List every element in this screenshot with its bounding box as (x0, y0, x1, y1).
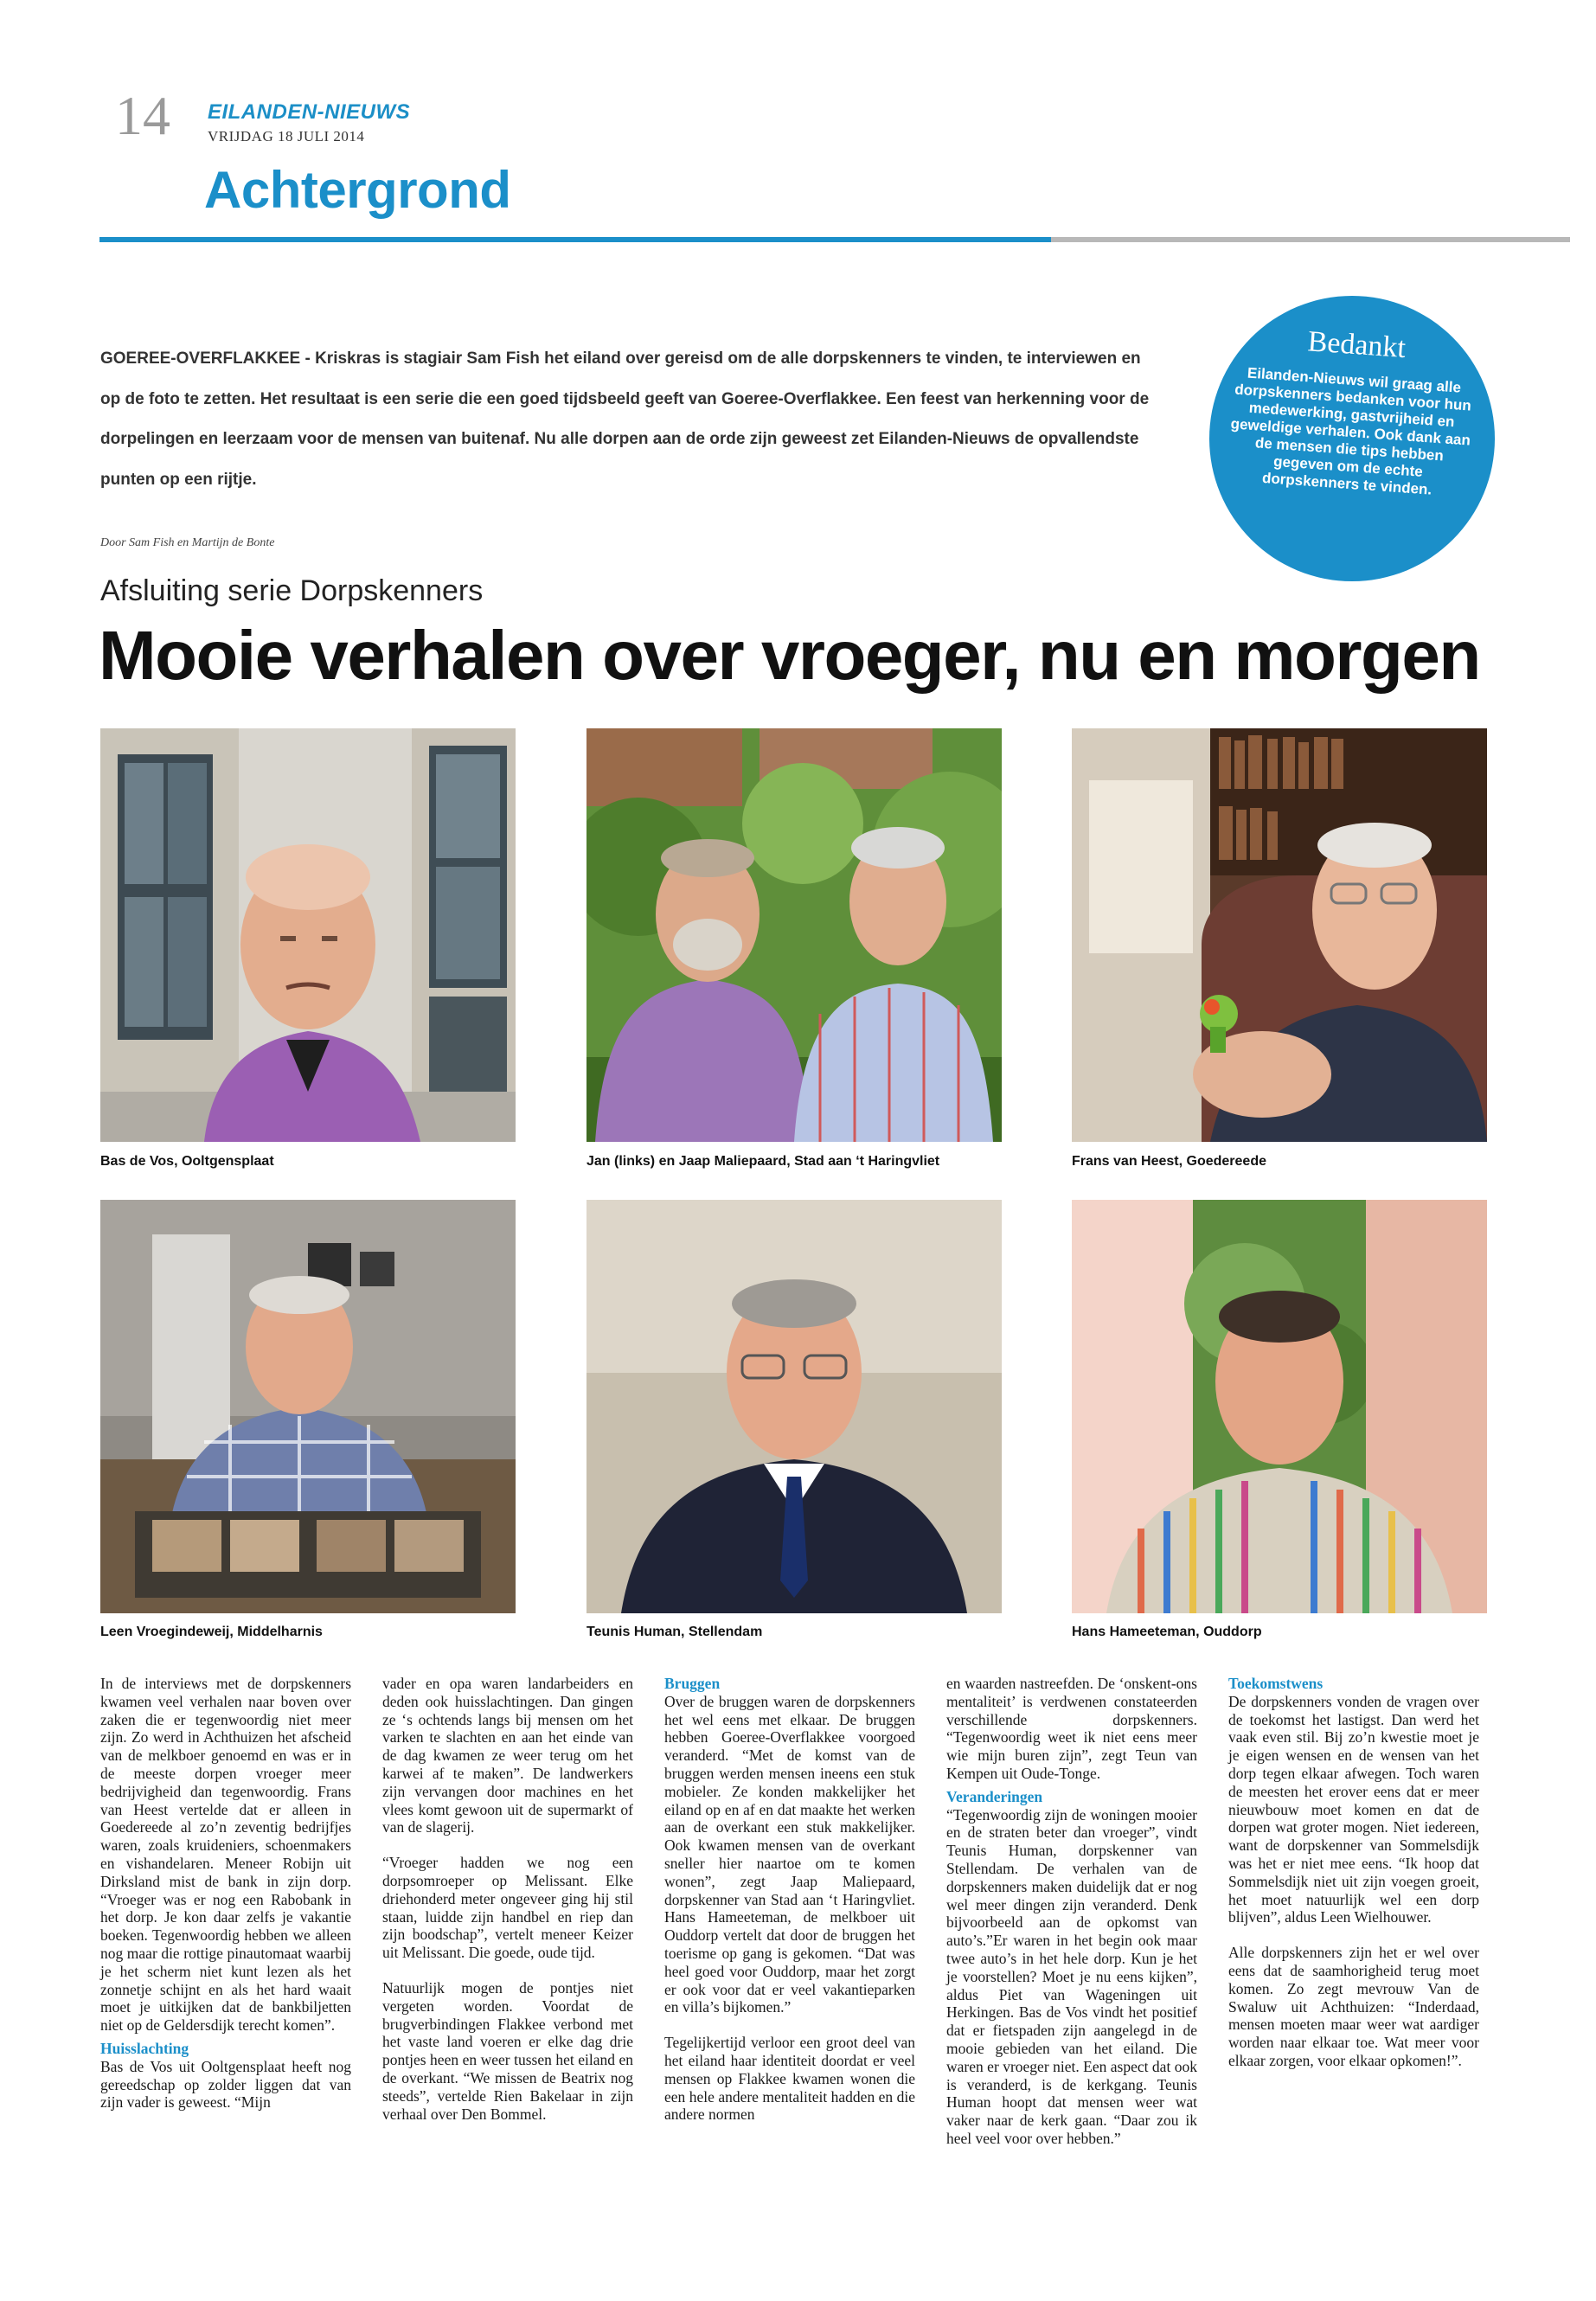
byline: Door Sam Fish en Martijn de Bonte (100, 536, 275, 549)
photo-teunis-human (586, 1200, 1002, 1613)
section-title: Achtergrond (204, 161, 511, 219)
body-paragraph: Bas de Vos uit Ooltgensplaat heeft nog gereedschap op zolder liggen dat van zijn vader is geweest. “Mijn (100, 2057, 351, 2112)
subheading: Toekomstwens (1228, 1675, 1324, 1692)
body-paragraph: en waarden nastreefden. De ‘onskent-ons mentaliteit’ is verdwenen constateerden verschillende dorpskenners. “Tegenwoordig weet ik niet eens meer wie mijn buren zijn”, zegt Teun van Kempen uit Oude-Tonge. (946, 1675, 1197, 1782)
photo-caption: Jan (links) en Jaap Maliepaard, Stad aan ‘t Haringvliet (586, 1154, 940, 1169)
article-kicker: Afsluiting serie Dorpskenners (100, 574, 484, 607)
photo-caption: Frans van Heest, Goedereede (1072, 1154, 1266, 1169)
body-paragraph: Tegelijkertijd verloor een groot deel van het eiland haar identiteit doordat er veel mensen op Flakkee kwamen wonen die een hele andere mentaliteit hadden en die andere normen (664, 2034, 915, 2124)
article-column-1 (100, 1675, 351, 2112)
photo-caption: Hans Hameeteman, Ouddorp (1072, 1625, 1262, 1639)
subheading: Bruggen (664, 1675, 721, 1692)
photo-caption: Leen Vroegindeweij, Middelharnis (100, 1625, 323, 1639)
body-paragraph: Over de bruggen waren de dorpskenners het wel eens met elkaar. De bruggen hebben Goeree-Overflakkee voorgoed veranderd. “Met de komst van de bruggen werden mensen ineens een stuk mobieler. Ze konden makkelijker het eiland op en af en dat maakte het werken aan de overkant een stuk makkelijker. Ook kwamen mensen van de overkant sneller hier naartoe om te komen wonen”, zegt Jaap Maliepaard, dorpskenner van Stad aan ‘t Haringvliet. Hans Hameeteman, de melkboer uit Ouddorp vertelt dat door de bruggen het toerisme op gang is gekomen. “Dat was heel goed voor Ouddorp, maar het zorgt er ook voor dat er veel vakantieparken en villa’s bijkomen.” (664, 1692, 915, 2016)
intro-paragraph: GOEREE-OVERFLAKKEE - Kriskras is stagiair Sam Fish het eiland over gereisd om de alle dorpskenners te vinden, te interviewen en op de foto te zetten. Het resultaat is een serie die een goed tijdsbeeld geeft van Goeree-Overflakkee. Een feest van herkenning voor de dorpelingen en leerzaam voor de mensen van buitenaf. Nu alle dorpen aan de orde zijn geweest zet Eilanden-Nieuws de opvallendste punten op een rijtje. (100, 349, 1150, 489)
photo-hans-hameeteman (1072, 1200, 1487, 1613)
article-headline: Mooie verhalen over vroeger, nu en morgen (99, 617, 1480, 694)
masthead-logo: EILANDEN-NIEUWS (208, 100, 411, 124)
photo-bas-de-vos (100, 728, 516, 1142)
subheading: Veranderingen (946, 1787, 1043, 1805)
subheading: Huisslachting (100, 2039, 189, 2057)
bedankt-body: Eilanden-Nieuws wil graag alle dorpskenners bedanken voor hun medewerking, gastvrijheid en geweldige verhalen. Ook dank aan de mensen die tips hebben gegeven om de echte dorpskenners te vinden. (1230, 364, 1472, 498)
page-number: 14 (115, 85, 170, 146)
photo-leen-vroegindeweij (100, 1200, 516, 1613)
body-paragraph: “Tegenwoordig zijn de woningen mooier en de straten beter dan vroeger”, vindt Teunis Human, dorpskenner van Stellendam. De verhalen van de dorpskenners maken duidelijk dat er nog wel meer dingen zijn veranderd. Denk bijvoorbeeld aan de opkomst van auto’s.”Er waren in het begin ook maar twee auto’s in het hele dorp. Kun je het je voorstellen? Moet je nu eens kijken”, aldus Piet van Wageningen uit Herkingen. Bas de Vos vindt het positief dat er fietspaden zijn aangelegd in de mooie gebieden van het eiland. Die waren er vroeger niet. Een aspect dat ook is veranderd, is de kerkgang. Teunis Human hoopt dat mensen weer wat vaker naar de kerk gaan. “Daar zou ik heel veel voor over hebben.” (946, 1805, 1197, 2147)
photo-frans-van-heest (1072, 728, 1487, 1142)
photo-maliepaard (586, 728, 1002, 1142)
body-paragraph: De dorpskenners vonden de vragen over de toekomst het lastigst. Dan werd het vaak even stil. Bij zo’n kwestie moet je je eigen wensen en de wensen van het dorp tegen elkaar afwegen. Toch waren de meesten het erover eens dat er meer nieuwbouw moet komen en dat de dorpen wat groter mogen. Niet iedereen, want de dorpskenner van Sommelsdijk was het er niet mee eens. “Ik hoop dat Sommelsdijk niet uit zijn voegen groeit, het moet natuurlijk wel een dorp blijven”, aldus Leen Wielhouwer. (1228, 1692, 1479, 1926)
body-paragraph: In de interviews met de dorpskenners kwamen veel verhalen naar boven over zaken die er tegenwoordig niet meer zijn. Zo werd in Achthuizen het afscheid van de melkboer genoemd en was er in de meeste dorpen vroeger meer bedrijvigheid dan tegenwoordig. Frans van Heest vertelde dat er alleen in Goedereede al zo’n zeventig bedrijfjes waren, zoals kruideniers, schoenmakers en vishandelaren. Meneer Robijn uit Dirksland mist de bank in zijn dorp. “Vroeger was er nog een Rabobank in het dorp. Je kon daar zelfs je vakantie boeken. Tegenwoordig hebben we alleen nog maar die rottige pinautomaat waarbij je het scherm niet kunt lezen als het zonnetje schijnt en als het hard waait moet je uitkijken dat de bankbiljetten niet op de Geldersdijk terecht komen”. (100, 1675, 351, 2035)
body-paragraph: Alle dorpskenners zijn het er wel over eens dat de saamhorigheid terug moet komen. Zo zegt mevrouw Van de Swaluw uit Achthuizen: “Inderdaad, mensen moeten maar weer wat aardiger worden naar elkaar toe. Wat meer voor elkaar zorgen, voor elkaar opkomen!”. (1228, 1944, 1479, 2069)
body-paragraph: vader en opa waren landarbeiders en deden ook huisslachtingen. Dan gingen ze ‘s ochtends langs bij mensen om het varken te slachten en aan het einde van de dag kwamen ze weer terug om het karwei af te maken”. De landwerkers zijn vervangen door machines en het vlees komt gewoon uit de supermarkt of van de slagerij. (382, 1675, 633, 1836)
article-column-2 (382, 1675, 633, 2123)
article-column-3 (664, 1675, 915, 2124)
body-paragraph: Natuurlijk mogen de pontjes niet vergeten worden. Voordat de brugverbindingen Flakkee verbond met het vaste land voeren er elke dag drie pontjes heen en weer tussen het eiland en de overkant. “We missen de Beatrix nog steeds”, vertelde Rien Bakelaar in zijn verhaal over Den Bommel. (382, 1978, 633, 2123)
header-rule (99, 237, 1051, 242)
body-paragraph: “Vroeger hadden we nog een dorpsomroeper op Melissant. Elke driehonderd meter ongeveer ging hij stil staan, luidde zijn handbel en riep dan zijn boodschap”, vertelt meneer Keizer uit Melissant. Die goede, oude tijd. (382, 1854, 633, 1962)
bedankt-title: Bedankt (1306, 325, 1407, 365)
photo-caption: Teunis Human, Stellendam (586, 1625, 763, 1639)
article-column-5 (1228, 1675, 1479, 2070)
article-column-4 (946, 1675, 1197, 2148)
photo-caption: Bas de Vos, Ooltgensplaat (100, 1154, 274, 1169)
bedankt-badge (1209, 296, 1495, 581)
header-rule-grey (1051, 237, 1570, 242)
issue-date: VRIJDAG 18 JULI 2014 (208, 128, 365, 144)
